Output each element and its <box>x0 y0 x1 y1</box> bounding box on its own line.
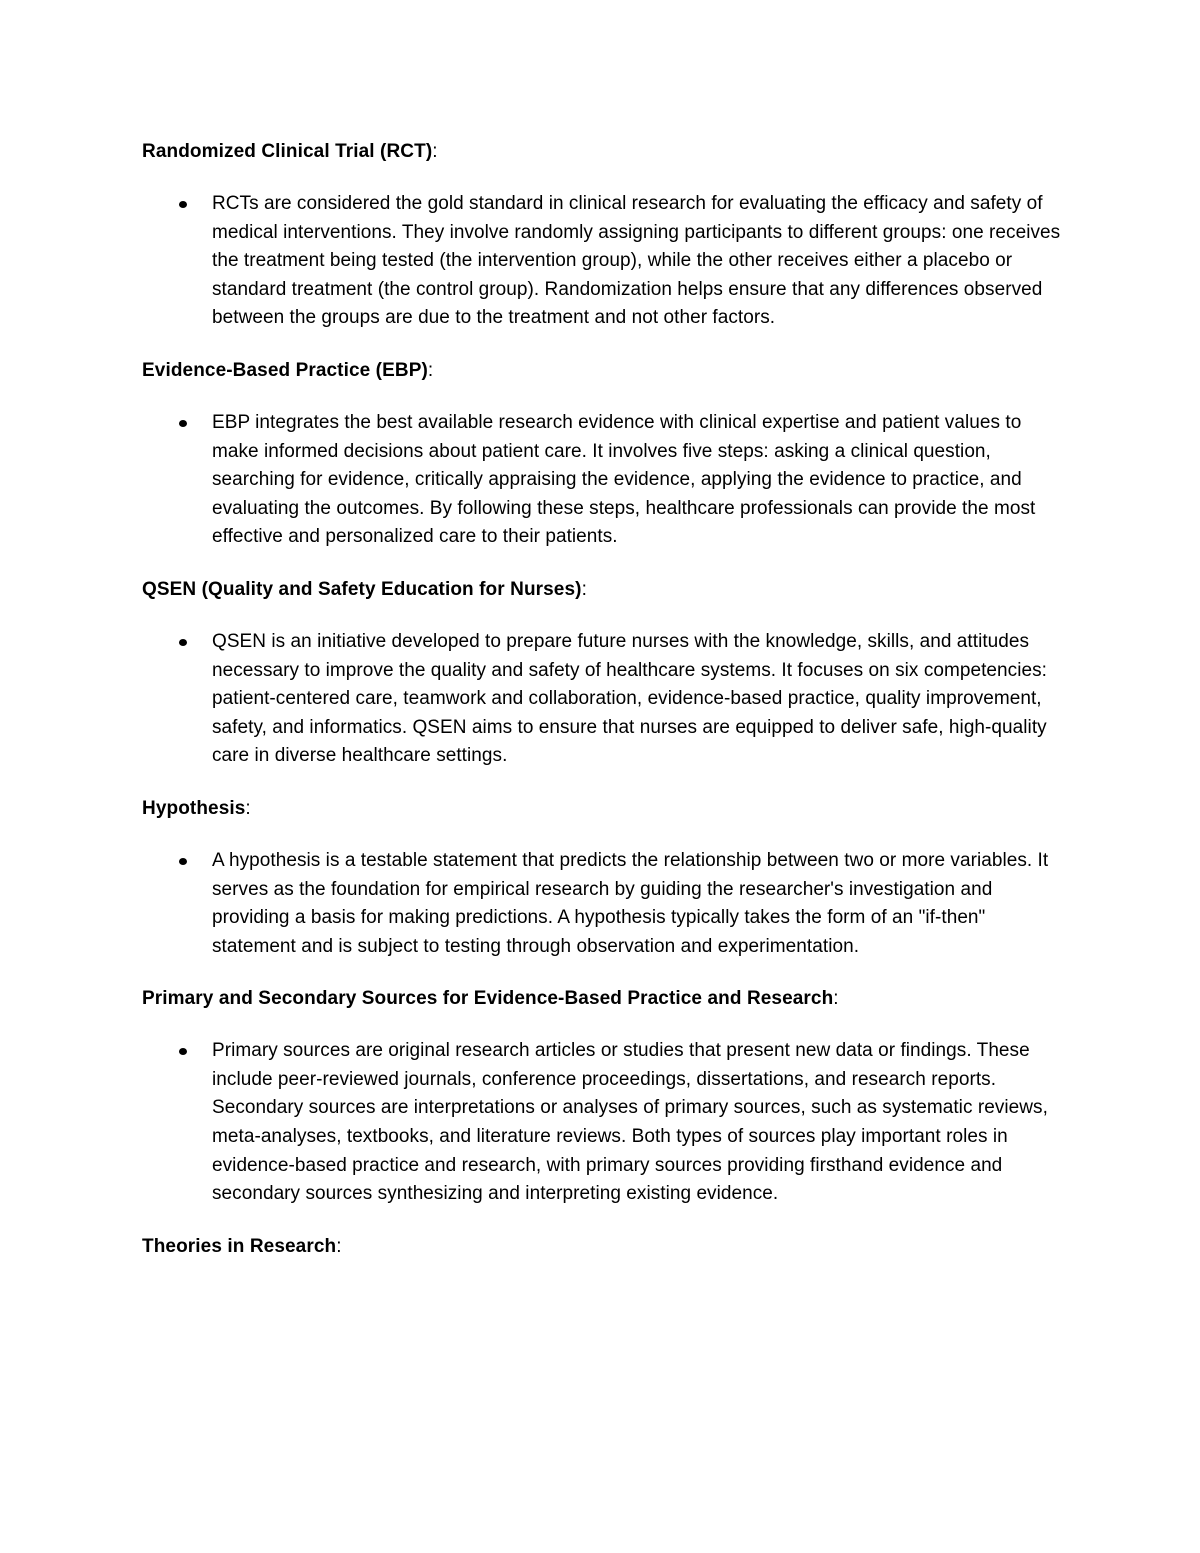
bullet-text: A hypothesis is a testable statement that predicts the relationship between two or more variables. It serves as the foundation for empirical research by guiding the researcher's investigation and providing a basis for making predictions. A hypothesis typically takes the form of an "if-then" statement and is subject to testing through observation and experimentation. <box>212 849 1049 957</box>
list-item <box>142 847 1072 961</box>
heading-colon: : <box>336 1235 342 1257</box>
section-hypothesis <box>142 795 1072 961</box>
bullet-icon <box>179 1048 187 1055</box>
document-page <box>142 138 1072 1285</box>
section-sources <box>142 985 1072 1209</box>
section-heading <box>142 1233 1072 1261</box>
bullet-icon <box>179 639 187 646</box>
list-item <box>142 409 1072 552</box>
section-heading <box>142 985 1072 1013</box>
heading-title: Primary and Secondary Sources for Evidence-Based Practice and Research <box>142 988 834 1010</box>
heading-colon: : <box>833 988 839 1010</box>
bullet-text: Primary sources are original research articles or studies that present new data or findings. These include peer-reviewed journals, conference proceedings, dissertations, and research reports. Secondary sources are interpretations or analyses of primary sources, such as systematic reviews, meta-analyses, textbooks, and literature reviews. Both types of sources play important roles in evidence-based practice and research, with primary sources providing firsthand evidence and secondary sources synthesizing and interpreting existing evidence. <box>212 1040 1048 1205</box>
bullet-text: EBP integrates the best available research evidence with clinical expertise and patient values to make informed decisions about patient care. It involves five steps: asking a clinical question, searching for evidence, critically appraising the evidence, applying the evidence to practice, and evaluating the outcomes. By following these steps, healthcare professionals can provide the most effective and personalized care to their patients. <box>212 411 1036 548</box>
section-theories <box>142 1233 1072 1261</box>
section-heading <box>142 576 1072 604</box>
bullet-icon <box>179 858 187 865</box>
list-item <box>142 628 1072 771</box>
bullet-text: QSEN is an initiative developed to prepare future nurses with the knowledge, skills, and attitudes necessary to improve the quality and safety of healthcare systems. It focuses on six competencies: patient-centered care, teamwork and collaboration, evidence-based practice, quality improvement, safety, and informatics. QSEN aims to ensure that nurses are equipped to deliver safe, high-quality care in diverse healthcare settings. <box>212 630 1047 767</box>
section-ebp <box>142 357 1072 552</box>
bullet-list <box>142 628 1072 771</box>
heading-title: Evidence-Based Practice (EBP) <box>142 359 428 381</box>
bullet-icon <box>179 201 187 208</box>
bullet-icon <box>179 420 187 427</box>
heading-title: Theories in Research <box>142 1235 337 1257</box>
section-heading <box>142 795 1072 823</box>
list-item <box>142 1037 1072 1209</box>
bullet-list <box>142 409 1072 552</box>
heading-title: QSEN (Quality and Safety Education for Nurses) <box>142 578 582 600</box>
section-heading <box>142 357 1072 385</box>
bullet-text: RCTs are considered the gold standard in clinical research for evaluating the efficacy and safety of medical interventions. They involve randomly assigning participants to different groups: one receives the treatment being tested (the intervention group), while the other receives either a placebo or standard treatment (the control group). Randomization helps ensure that any differences observed between the groups are due to the treatment and not other factors. <box>212 193 1061 329</box>
list-item <box>142 190 1072 333</box>
heading-title: Hypothesis <box>142 797 246 819</box>
heading-colon: : <box>245 797 251 819</box>
heading-colon: : <box>427 359 434 381</box>
section-rct <box>142 138 1072 333</box>
bullet-list <box>142 1037 1072 1209</box>
bullet-list <box>142 847 1072 961</box>
heading-colon: : <box>581 578 587 600</box>
section-qsen <box>142 576 1072 771</box>
bullet-list <box>142 190 1072 333</box>
heading-title: Randomized Clinical Trial (RCT) <box>142 141 433 162</box>
heading-colon: : <box>432 141 438 162</box>
section-heading <box>142 138 1072 166</box>
